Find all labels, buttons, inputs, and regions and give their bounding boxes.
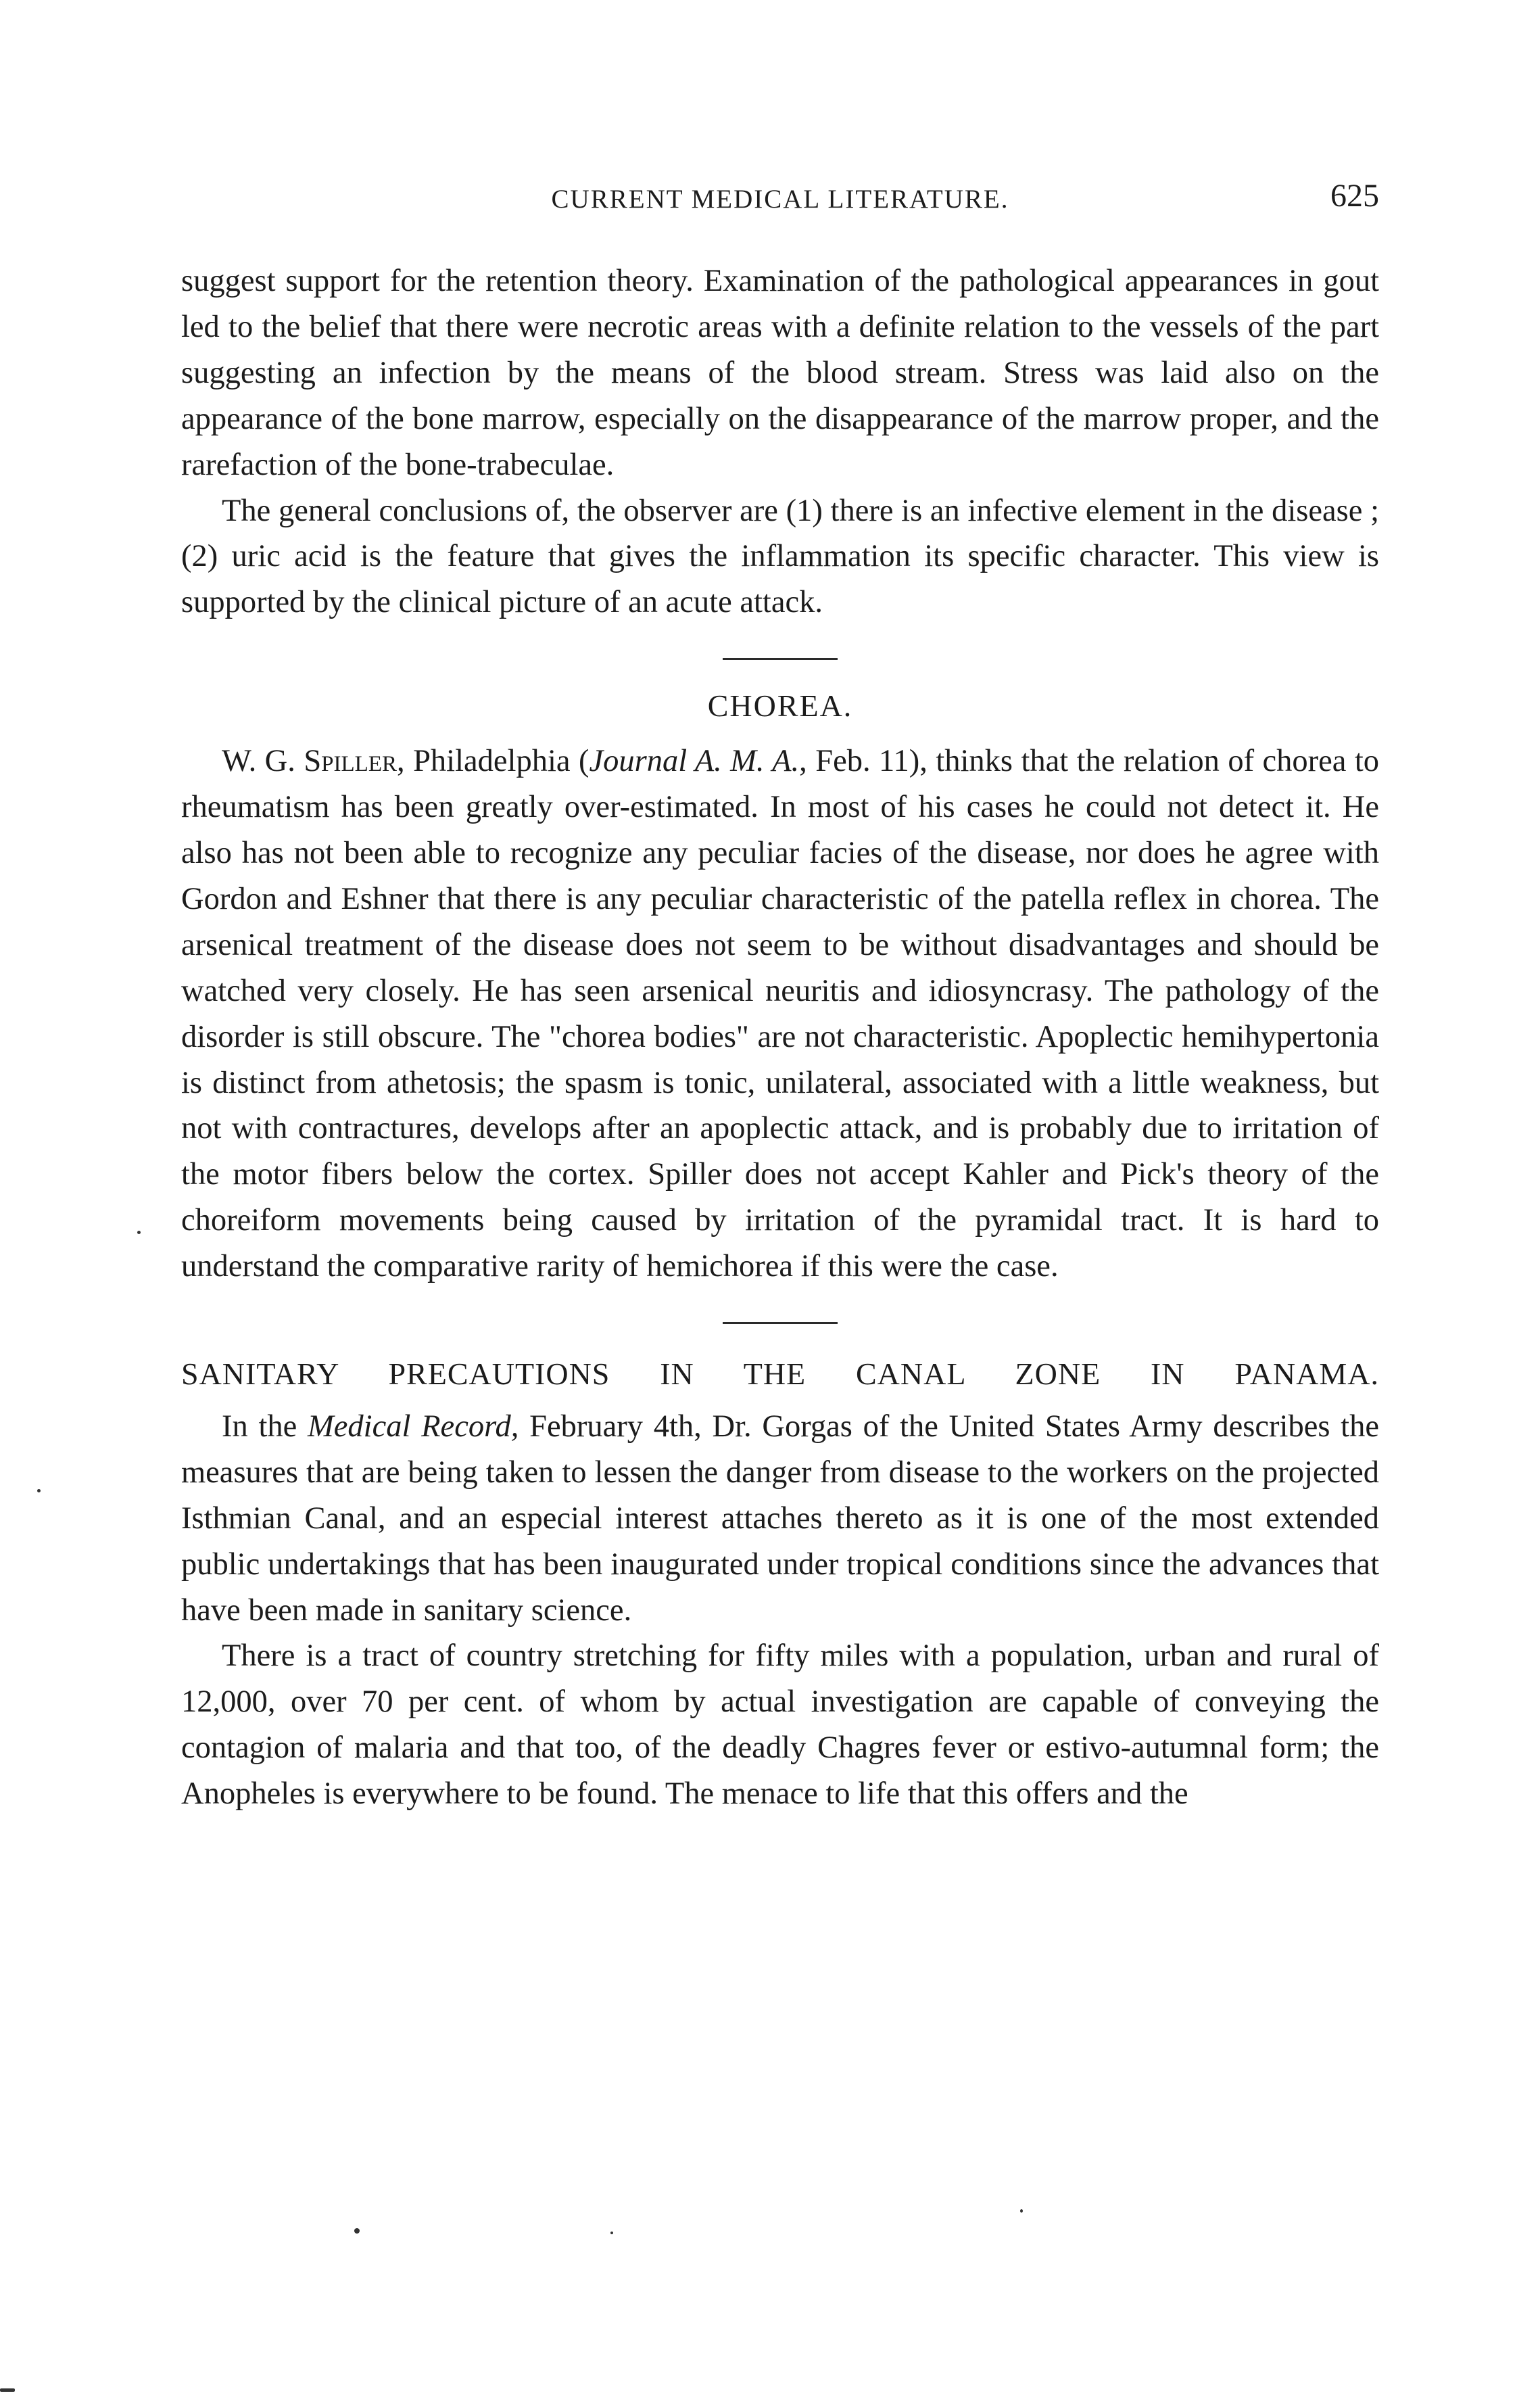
sanitary-text-lead: In the (222, 1409, 308, 1444)
scan-speck (37, 1489, 41, 1492)
journal-title: Medical Record, (308, 1409, 519, 1444)
sanitary-paragraph-2: There is a tract of country stretching for fifty miles with a population, urban and rural of 12,000, over 70 per cent. of whom by actual investigation are capable of conveying the contagion of malaria and that too, of the deadly Chagres fever or estivo-autumnal form; the Anopheles is everywhere to be found. The menace to life that this offers and the (181, 1638, 1379, 1812)
running-title: CURRENT MEDICAL LITERATURE. (551, 185, 1009, 214)
sanitary-text-body: February 4th, Dr. Gorgas of the United States Army describes the measures that are being taken to lessen the danger from disease to the workers on the projected Isthmian Canal, and an especial interest attaches thereto as it is one of the most extended public undertakings that has been inaugurated under tropical conditions since the advances that have been made in sanitary science. (181, 1409, 1379, 1628)
scan-speck (610, 2232, 613, 2234)
chorea-text-body: , Feb. 11), thinks that the relation of chorea to rheumatism has been greatly over-estimated. In most of his cases he could not detect it. He also has not been able to recognize any peculiar facies of the disease, nor does he agree with Gordon and Eshner that there is any peculiar characteristic of the patella reflex in chorea. The arsenical treatment of the disease does not seem to be without disadvantages and should be watched very closely. He has seen arsenical neuritis and idiosyncrasy. The pathology of the disorder is still obscure. The "chorea bodies" are not characteristic. Apoplectic hemihypertonia is distinct from athetosis; the spasm is tonic, unilateral, associated with a little weakness, but not with contractures, develops after an apoplectic attack, and is probably due to irritation of the motor fibers below the cortex. Spiller does not accept Kahler and Pick's theory of the choreiform movements being caused by irritation of the pyramidal tract. It is hard to understand the comparative rarity of hemichorea if this were the case. (181, 744, 1379, 1284)
chorea-heading: CHOREA. (707, 688, 853, 724)
chorea-paragraph (181, 738, 1379, 1290)
sanitary-paragraph-1 (181, 1404, 1379, 1634)
chorea-text-lead: Philadelphia ( (404, 744, 589, 779)
sanitary-heading: SANITARY PRECAUTIONS IN THE CANAL ZONE IN PANAMA. (181, 1357, 1379, 1392)
scan-speck (1020, 2209, 1023, 2213)
scan-speck (354, 2228, 360, 2234)
scan-speck (0, 2388, 15, 2392)
journal-title: Journal A. M. A. (589, 744, 800, 779)
section-divider (723, 658, 838, 660)
running-header (181, 177, 1379, 225)
scan-speck (137, 1231, 141, 1234)
author-name: W. G. Spiller, (222, 744, 405, 779)
page-number: 625 (1330, 178, 1379, 214)
gout-paragraph-continued: suggest support for the retention theory. Examination of the pathological appearances in gout led to the belief that there were necrotic areas with a definite relation to the vessels of the part suggesting an infection by the means of the blood stream. Stress was laid also on the appearance of the bone marrow, especially on the disappearance of the marrow proper, and the rarefaction of the bone-trabeculae. (181, 264, 1379, 482)
gout-conclusions-paragraph: The general conclusions of, the observer are (1) there is an infective element in the disease ;(2) uric acid is the feature that gives the inflammation its specific character. This view is supported by the clinical picture of an acute attack. (181, 493, 1379, 620)
article-body (181, 258, 1379, 1817)
section-divider (723, 1322, 838, 1324)
